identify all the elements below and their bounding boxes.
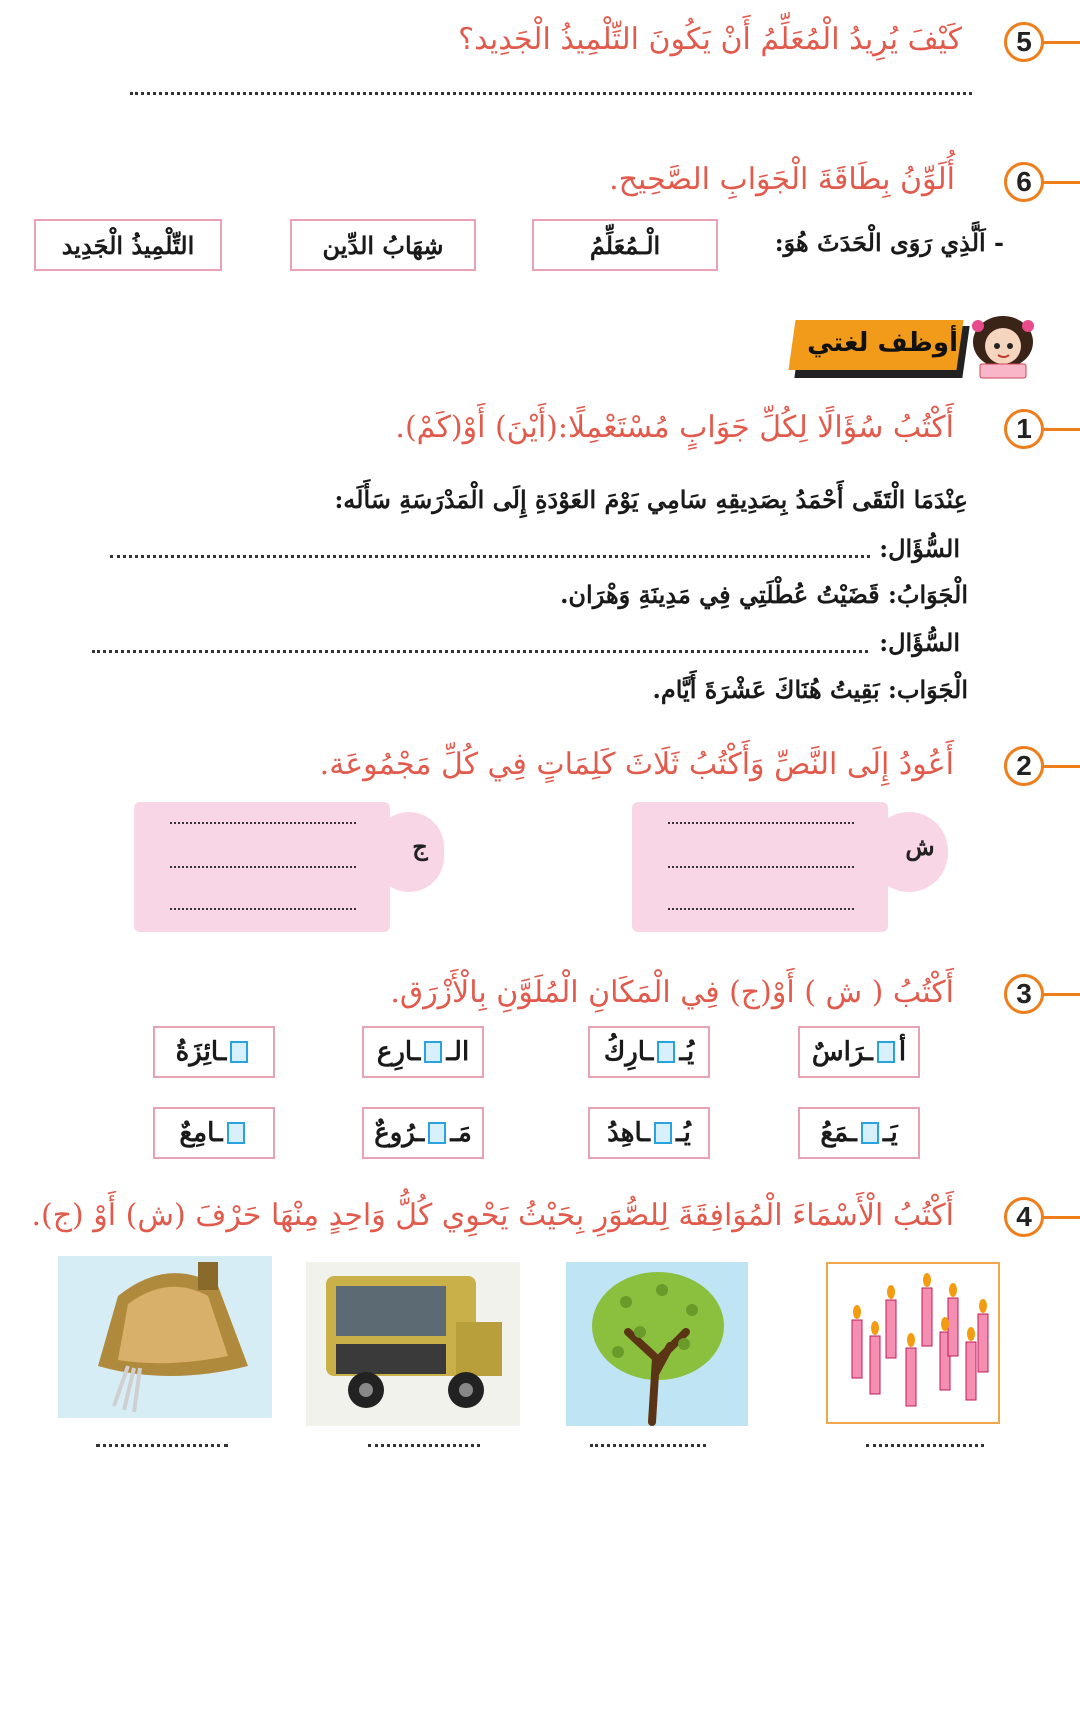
q3-number: 3 bbox=[1004, 974, 1044, 1014]
q6-option-new-student[interactable]: التِّلْمِيذُ الْجَدِيد bbox=[34, 219, 222, 271]
q1-answer-line-1[interactable] bbox=[110, 555, 870, 558]
q1-intro: عِنْدَمَا الْتَقَى أَحْمَدُ بِصَدِيقِهِ سَامِي يَوْمَ العَوْدَةِ إِلَى الْمَدْرَسَةِ سَأَلَه: bbox=[334, 485, 968, 514]
q1-number: 1 bbox=[1004, 409, 1044, 449]
word-box-1-4: ـائِزَةُ bbox=[153, 1026, 275, 1078]
q6-prompt: - اَلَّذِي رَوَى الْحَدَثَ هُوَ: bbox=[774, 228, 1004, 257]
q5-number: 5 bbox=[1004, 22, 1044, 62]
q1-question-label-2: السُّؤَال: bbox=[879, 628, 960, 657]
q6-line bbox=[1040, 181, 1080, 184]
q1-answer-line-2[interactable] bbox=[92, 650, 868, 653]
q4-question: أَكْتُبُ الْأَسْمَاءَ الْمُوَافِقَةَ لِلصُّوَرِ بِحَيْثُ يَحْوِي كُلُّ وَاحِدٍ مِنْهَا حَرْفَ (ش) أَوْ (ج). bbox=[31, 1198, 954, 1233]
girl-reading-icon bbox=[958, 312, 1048, 382]
tag-jim-line-3[interactable] bbox=[170, 908, 356, 910]
word-box-2-4: ـامِعٌ bbox=[153, 1107, 275, 1159]
word-box-1-1: أ ـرَاسٌ bbox=[798, 1026, 920, 1078]
answer-line-tree[interactable] bbox=[590, 1444, 706, 1447]
blank-square[interactable] bbox=[657, 1041, 675, 1063]
word-box-1-2: يُـ ـارِكُ bbox=[588, 1026, 710, 1078]
tag-jim-line-2[interactable] bbox=[170, 866, 356, 868]
word-box-2-2: يُـ ـاهِدُ bbox=[588, 1107, 710, 1159]
answer-line-candles[interactable] bbox=[866, 1444, 984, 1447]
blank-square[interactable] bbox=[424, 1041, 442, 1063]
tag-jim-line-1[interactable] bbox=[170, 822, 356, 824]
q4-number: 4 bbox=[1004, 1197, 1044, 1237]
tag-jim-letter: ج bbox=[412, 832, 428, 861]
q1-line bbox=[1040, 428, 1080, 431]
q1-question-label-1: السُّؤَال: bbox=[879, 534, 960, 563]
q5-answer-line[interactable] bbox=[130, 92, 972, 95]
q6-option-teacher[interactable]: الْـمُعَلِّمُ bbox=[532, 219, 718, 271]
blank-square[interactable] bbox=[877, 1041, 895, 1063]
bell-icon bbox=[58, 1256, 272, 1418]
answer-line-bell[interactable] bbox=[96, 1444, 228, 1447]
q5-line bbox=[1040, 41, 1080, 44]
blank-square[interactable] bbox=[428, 1122, 446, 1144]
tag-shin-line-2[interactable] bbox=[668, 866, 854, 868]
tree-icon bbox=[566, 1262, 748, 1426]
q5-question: كَيْفَ يُرِيدُ الْمُعَلِّمُ أَنْ يَكُونَ التِّلْمِيذُ الْجَدِيد؟ bbox=[458, 22, 962, 57]
q1-answer-1: الْجَوَابُ: قَضَيْتُ عُطْلَتِي فِي مَدِينَةِ وَهْرَان. bbox=[560, 580, 968, 609]
q3-line bbox=[1040, 993, 1080, 996]
q2-question: أَعُودُ إِلَى النَّصِّ وَأَكْتُبُ ثَلَاثَ كَلِمَاتٍ فِي كُلِّ مَجْمُوعَة. bbox=[319, 747, 954, 782]
q4-line bbox=[1040, 1216, 1080, 1219]
tag-shin-line-1[interactable] bbox=[668, 822, 854, 824]
q6-question: أُلَوِّنُ بِطَاقَةَ الْجَوَابِ الصَّحِيح. bbox=[609, 162, 955, 197]
blank-square[interactable] bbox=[861, 1122, 879, 1144]
q3-question: أَكْتُبُ ( ش ) أَوْ(ج) فِي الْمَكَانِ الْمُلَوَّنِ بِالْأَزْرَق. bbox=[390, 975, 954, 1010]
answer-line-truck[interactable] bbox=[368, 1444, 480, 1447]
q1-answer-2: الْجَوَاب: بَقِيتُ هُنَاكَ عَشْرَةَ أَيَّام. bbox=[652, 675, 968, 704]
section-banner bbox=[792, 318, 972, 380]
blank-square[interactable] bbox=[654, 1122, 672, 1144]
q1-question: أَكْتُبُ سُؤَالًا لِكُلِّ جَوَابٍ مُسْتَعْمِلًا:(أَيْنَ) أَوْ(كَمْ). bbox=[395, 410, 954, 445]
blank-square[interactable] bbox=[227, 1122, 245, 1144]
tag-shin-line-3[interactable] bbox=[668, 908, 854, 910]
truck-icon bbox=[306, 1262, 520, 1426]
candles-picture bbox=[826, 1262, 1000, 1724]
blank-square[interactable] bbox=[230, 1041, 248, 1063]
q2-line bbox=[1040, 765, 1080, 768]
q6-number: 6 bbox=[1004, 162, 1044, 202]
word-box-1-3: الـ ـارِع bbox=[362, 1026, 484, 1078]
q6-option-shihab[interactable]: شِهَابُ الدِّين bbox=[290, 219, 476, 271]
q2-number: 2 bbox=[1004, 746, 1044, 786]
word-box-2-3: مَـ ـرُوعٌ bbox=[362, 1107, 484, 1159]
word-box-2-1: يَـ ـمَعُ bbox=[798, 1107, 920, 1159]
section-title: أوظف لغتي bbox=[807, 328, 958, 358]
tag-shin-letter: ش bbox=[905, 832, 935, 861]
